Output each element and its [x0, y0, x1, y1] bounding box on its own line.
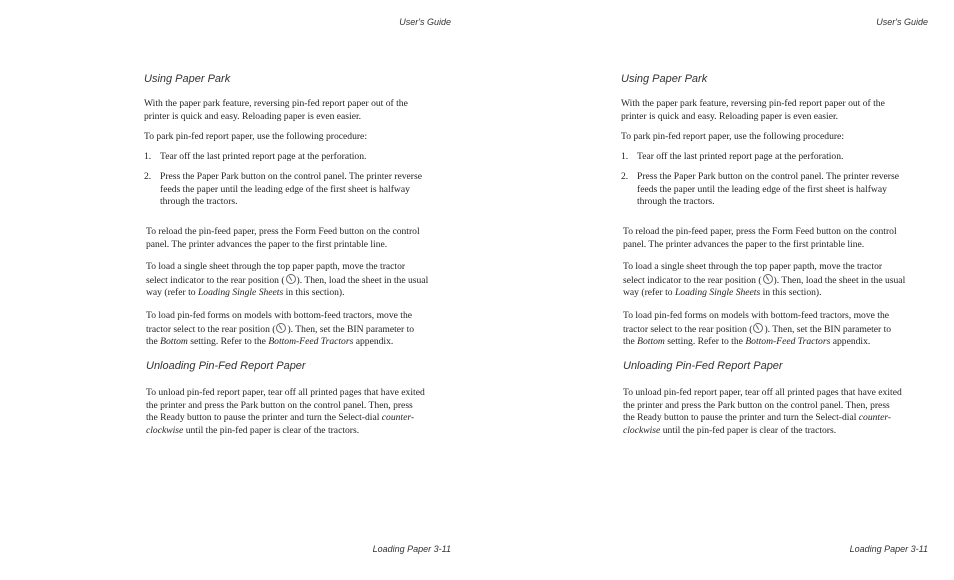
text-run: select indicator to the rear position ( — [146, 274, 285, 286]
text-line: the printer and press the Park button on the control panel. Then, press — [623, 399, 890, 411]
text-line: To load pin-fed forms on models with bottom-feed tractors, move the — [146, 310, 413, 321]
list-item-step-1 — [621, 151, 941, 164]
text-run: ). Then, load the sheet in the usual — [773, 274, 906, 286]
italic-bottom: Bottom — [160, 336, 188, 348]
paragraph-intro — [621, 98, 931, 123]
text-line: To unload pin-fed report paper, tear off all printed pages that have exited — [623, 387, 902, 398]
text-line: printer is quick and easy. Reloading paper is even easier. — [621, 110, 839, 122]
text-run: until the pin-fed paper is clear of the tractors. — [660, 424, 837, 436]
italic-clockwise: clockwise — [146, 424, 184, 436]
text-line: With the paper park feature, reversing pin-fed report paper out of the — [621, 98, 885, 109]
section-title-unloading: Unloading Pin-Fed Report Paper — [623, 360, 783, 372]
text-line: To unload pin-fed report paper, tear off all printed pages that have exited — [146, 387, 425, 398]
text-line — [146, 412, 456, 425]
text-line: Press the Paper Park button on the control panel. The printer reverse — [160, 171, 422, 182]
step-text: Tear off the last printed report page at the perforation. — [160, 151, 367, 162]
page-right — [477, 0, 954, 580]
tractor-rear-position-icon — [753, 323, 763, 333]
text-line — [146, 274, 456, 288]
text-run: tractor select to the rear position ( — [146, 323, 276, 335]
paragraph-reload — [623, 226, 933, 251]
text-run: the — [146, 336, 161, 348]
text-run: in this section). — [760, 287, 822, 299]
page-header: User's Guide — [399, 17, 451, 27]
text-run: ). Then, set the BIN parameter to — [764, 323, 892, 335]
text-line — [623, 336, 933, 349]
text-run: way (refer to — [146, 287, 198, 299]
text-line — [623, 323, 933, 337]
reference-loading-single-sheets: Loading Single Sheets — [674, 287, 761, 299]
paragraph-procedure-intro — [621, 131, 931, 144]
italic-bottom: Bottom — [637, 336, 665, 348]
step-number: 1. — [144, 151, 152, 162]
section-title-using-paper-park: Using Paper Park — [621, 73, 708, 85]
text-run: the Ready button to pause the printer and turn the Select-dial — [623, 412, 859, 424]
text-line: To load a single sheet through the top paper papth, move the tractor — [146, 261, 406, 272]
paragraph-bottom-feed — [146, 310, 456, 349]
text-line: printer is quick and easy. Reloading paper is even easier. — [144, 110, 362, 122]
text-run: appendix. — [830, 336, 871, 348]
list-item-step-1 — [144, 151, 464, 164]
italic-counter: counter- — [381, 412, 415, 424]
paragraph-procedure-intro — [144, 131, 454, 144]
text-run: select indicator to the rear position ( — [623, 274, 762, 286]
text-run: the — [623, 336, 638, 348]
step-text — [637, 171, 899, 209]
text-run: until the pin-fed paper is clear of the tractors. — [183, 424, 360, 436]
section-title-using-paper-park: Using Paper Park — [144, 73, 231, 85]
text-line: To park pin-fed report paper, use the following procedure: — [621, 131, 844, 142]
text-line — [146, 287, 456, 300]
text-line: To park pin-fed report paper, use the following procedure: — [144, 131, 367, 142]
text-line — [623, 274, 933, 288]
paragraph-unloading — [146, 387, 456, 437]
step-text — [160, 171, 422, 209]
page-footer: Loading Paper 3-11 — [849, 544, 928, 554]
text-run: setting. Refer to the — [664, 336, 746, 348]
text-line: To load a single sheet through the top paper papth, move the tractor — [623, 261, 883, 272]
text-run: setting. Refer to the — [187, 336, 269, 348]
reference-bottom-feed-tractors: Bottom-Feed Tractors — [268, 336, 354, 348]
list-item-step-2 — [621, 171, 941, 211]
step-number: 2. — [144, 171, 152, 182]
text-line: panel. The printer advances the paper to the first printable line. — [623, 238, 865, 250]
text-line — [146, 336, 456, 349]
paragraph-intro — [144, 98, 454, 123]
text-line — [623, 287, 933, 300]
page-footer: Loading Paper 3-11 — [372, 544, 451, 554]
text-line: To reload the pin-feed paper, press the Form Feed button on the control — [623, 226, 897, 237]
text-run: ). Then, set the BIN parameter to — [287, 323, 415, 335]
tractor-rear-position-icon — [763, 274, 773, 284]
tractor-rear-position-icon — [286, 274, 296, 284]
text-run: ). Then, load the sheet in the usual — [296, 274, 429, 286]
page-header: User's Guide — [876, 17, 928, 27]
text-line: panel. The printer advances the paper to the first printable line. — [146, 238, 388, 250]
text-run: tractor select to the rear position ( — [623, 323, 753, 335]
paragraph-reload — [146, 226, 456, 251]
tractor-rear-position-icon — [276, 323, 286, 333]
text-line: To reload the pin-feed paper, press the Form Feed button on the control — [146, 226, 420, 237]
italic-clockwise: clockwise — [623, 424, 661, 436]
text-run: way (refer to — [623, 287, 675, 299]
text-line: With the paper park feature, reversing pin-fed report paper out of the — [144, 98, 408, 109]
paragraph-single-sheet — [623, 261, 933, 300]
text-line: through the tractors. — [637, 196, 715, 208]
text-line: feeds the paper until the leading edge of the first sheet is halfway — [637, 183, 887, 195]
text-line: through the tractors. — [160, 196, 238, 208]
paragraph-bottom-feed — [623, 310, 933, 349]
paragraph-unloading — [623, 387, 933, 437]
reference-loading-single-sheets: Loading Single Sheets — [197, 287, 284, 299]
text-line — [623, 425, 933, 438]
text-run: appendix. — [353, 336, 394, 348]
list-item-step-2 — [144, 171, 464, 211]
text-run: the Ready button to pause the printer and turn the Select-dial — [146, 412, 382, 424]
text-line — [146, 425, 456, 438]
paragraph-single-sheet — [146, 261, 456, 300]
text-line: the printer and press the Park button on the control panel. Then, press — [146, 399, 413, 411]
text-line — [623, 412, 933, 425]
step-number: 1. — [621, 151, 629, 162]
reference-bottom-feed-tractors: Bottom-Feed Tractors — [745, 336, 831, 348]
section-title-unloading: Unloading Pin-Fed Report Paper — [146, 360, 306, 372]
text-run: in this section). — [283, 287, 345, 299]
text-line: feeds the paper until the leading edge of the first sheet is halfway — [160, 183, 410, 195]
text-line: Press the Paper Park button on the control panel. The printer reverse — [637, 171, 899, 182]
step-text: Tear off the last printed report page at the perforation. — [637, 151, 844, 162]
text-line — [146, 323, 456, 337]
step-number: 2. — [621, 171, 629, 182]
text-line: To load pin-fed forms on models with bottom-feed tractors, move the — [623, 310, 890, 321]
italic-counter: counter- — [858, 412, 892, 424]
